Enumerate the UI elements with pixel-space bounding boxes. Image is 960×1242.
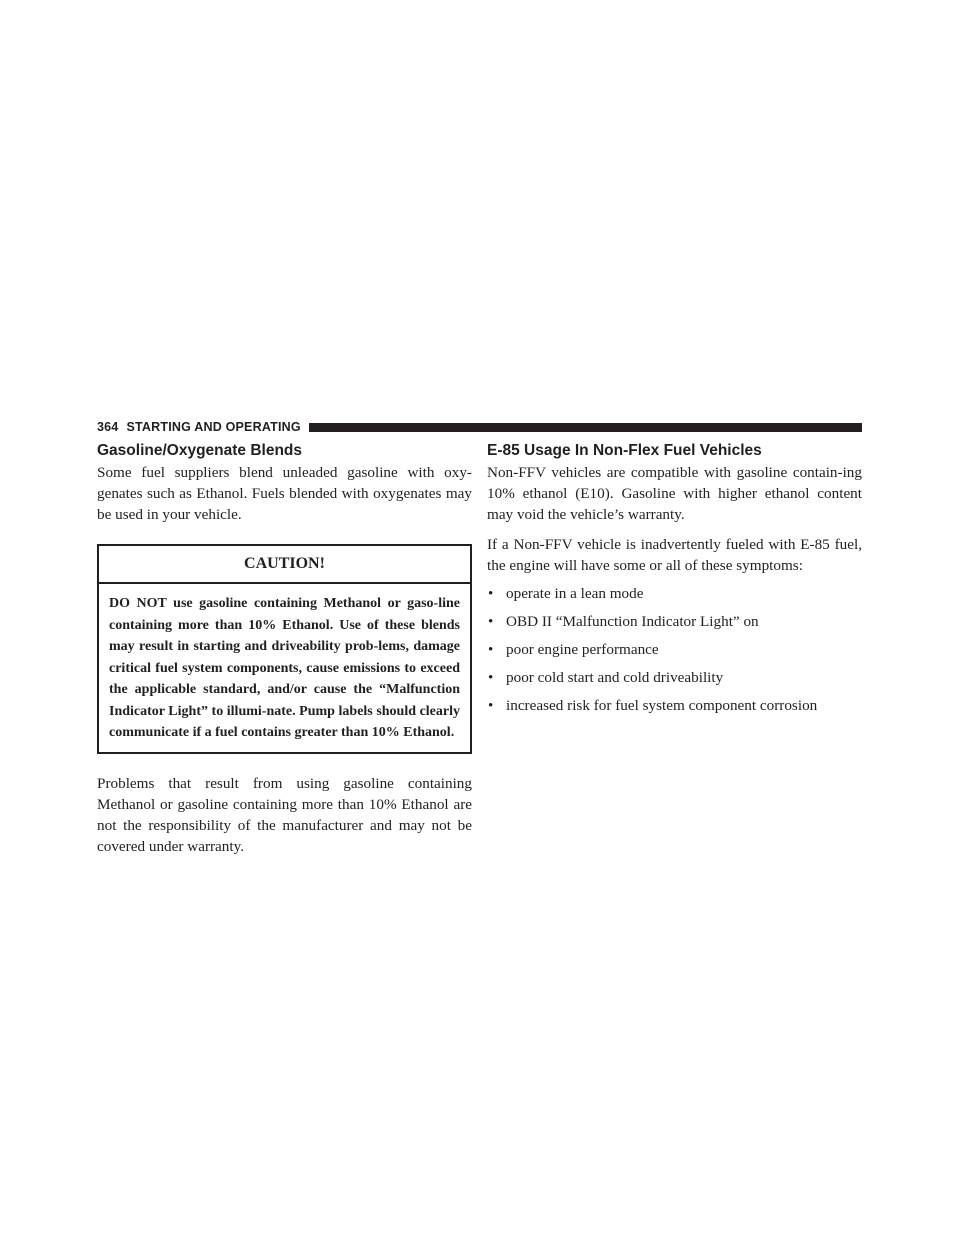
caution-box	[97, 544, 472, 754]
list-item	[487, 611, 862, 632]
symptom-list	[487, 583, 862, 716]
list-item	[487, 695, 862, 716]
symptom-text: poor cold start and cold driveability	[506, 669, 724, 686]
page-number: 364	[97, 420, 119, 434]
left-column	[97, 441, 472, 866]
section-title: STARTING AND OPERATING	[126, 420, 301, 434]
list-item	[487, 667, 862, 688]
e85-heading: E-85 Usage In Non-Flex Fuel Vehicles	[487, 442, 762, 459]
symptom-text: OBD II “Malfunction Indicator Light” on	[506, 613, 759, 630]
symptom-text: increased risk for fuel system component corrosion	[506, 697, 818, 714]
bullet-icon: •	[488, 613, 494, 630]
caution-text: DO NOT use gasoline containing Methanol or gaso-line containing more than 10% Ethanol. Use of these blends may result in starting and driveability prob-lems, damage critical fuel system components, cause emissions to exceed the applicable standard, and/or cause the “Malfunction Indicator Light” to illumi-nate. Pump labels should clearly communicate if a fuel contains greater than 10% Ethanol.	[109, 596, 460, 740]
symptom-text: poor engine performance	[506, 641, 659, 658]
bullet-icon: •	[488, 669, 494, 686]
page-header	[97, 420, 862, 434]
e85-paragraph-2: If a Non-FFV vehicle is inadvertently fueled with E-85 fuel, the engine will have some or all of these symptoms:	[487, 536, 862, 574]
list-item	[487, 639, 862, 660]
right-column	[487, 441, 862, 723]
oxygenate-closing: Problems that result from using gasoline containing Methanol or gasoline containing more than 10% Ethanol are not the responsibility of the manufacturer and may not be covered under warranty.	[97, 774, 472, 855]
e85-paragraph-1: Non-FFV vehicles are compatible with gasoline contain-ing 10% ethanol (E10). Gasoline with higher ethanol content may void the vehicle’s warranty.	[487, 464, 862, 523]
caution-title: CAUTION!	[99, 546, 470, 584]
symptom-text: operate in a lean mode	[506, 585, 644, 602]
header-rule	[309, 423, 862, 432]
bullet-icon: •	[488, 641, 494, 658]
oxygenate-intro: Some fuel suppliers blend unleaded gasoline with oxy-genates such as Ethanol. Fuels blended with oxygenates may be used in your vehicle.	[97, 464, 472, 523]
bullet-icon: •	[488, 585, 494, 602]
list-item	[487, 583, 862, 604]
oxygenate-heading: Gasoline/Oxygenate Blends	[97, 442, 303, 459]
bullet-icon: •	[488, 697, 494, 714]
